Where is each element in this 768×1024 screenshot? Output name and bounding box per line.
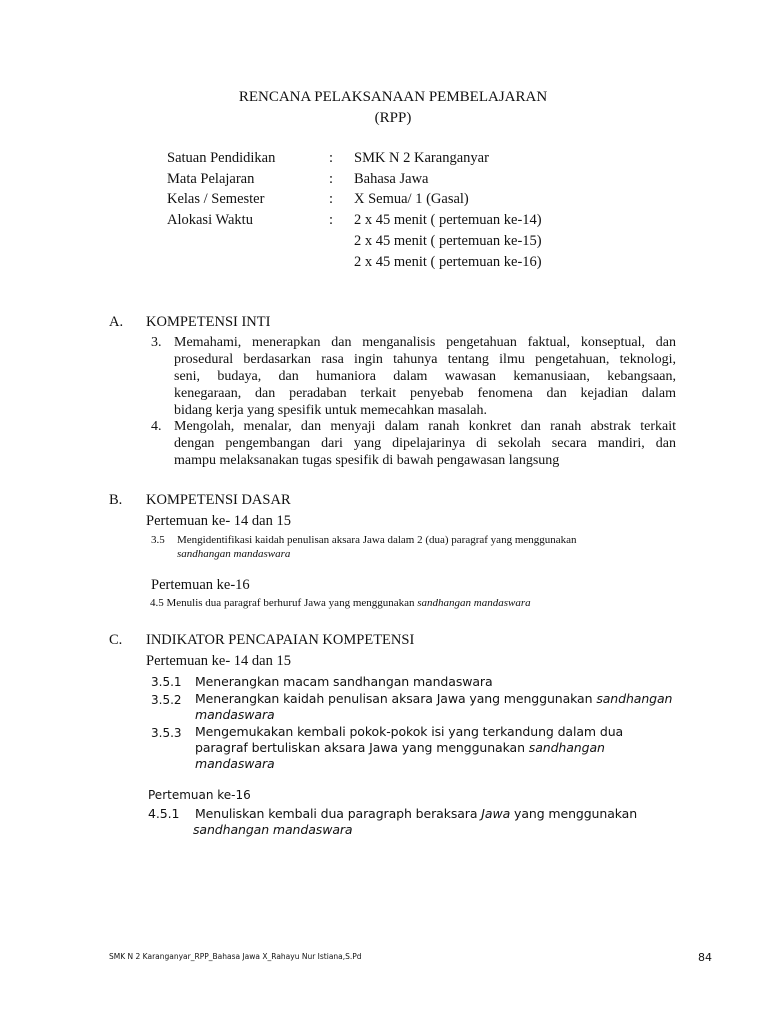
section-c-letter: C. <box>109 632 123 648</box>
identity-sep: : <box>329 191 334 207</box>
indicator-text-italic <box>195 756 275 771</box>
ki-item-3-line: prosedural berdasarkan rasa ingin tahunya tentang ilmu pengetahuan, teknologi, <box>174 352 676 367</box>
meeting-label: Pertemuan ke-16 <box>151 577 250 593</box>
indicator-italic-term: sandhangan <box>528 740 605 755</box>
ki-item-number: 4. <box>151 419 162 434</box>
meeting-label: Pertemuan ke-16 <box>148 788 251 802</box>
ki-item-4-line: Mengolah, menalar, dan menyaji dalam ranah konkret dan ranah abstrak terkait <box>174 419 676 434</box>
identity-value: 2 x 45 menit ( pertemuan ke-14) <box>354 212 542 228</box>
ki-item-3-line: kenegaraan, dan peradaban terkait penyebab fenomena dan kejadian dalam <box>174 386 676 401</box>
kd-text-italic <box>177 548 290 560</box>
identity-label: Mata Pelajaran <box>167 171 255 187</box>
section-a-letter: A. <box>109 314 124 330</box>
identity-sep: : <box>329 171 334 187</box>
ki-item-4-line: dengan pengembangan dari yang dipelajarinya di sekolah secara mandiri, dan <box>174 436 676 451</box>
kd-45-text: 4.5 Menulis dua paragraf berhuruf Jawa yang menggunakan <box>150 597 415 609</box>
meeting-label: Pertemuan ke- 14 dan 15 <box>146 513 291 529</box>
meeting-label: Pertemuan ke- 14 dan 15 <box>146 653 291 669</box>
ki-item-number: 3. <box>151 335 162 350</box>
indicator-text <box>195 806 637 821</box>
page-number: 84 <box>698 951 712 964</box>
indicator-italic-term: mandaswara <box>195 756 275 771</box>
indicator-352-text: Menerangkan kaidah penulisan aksara Jawa yang menggunakan <box>195 691 593 706</box>
indicator-text: Menerangkan macam sandhangan mandaswara <box>195 674 493 689</box>
ki-item-3-line: bidang kerja yang spesifik untuk memecahkan masalah. <box>174 403 487 418</box>
kd-italic-term: sandhangan mandaswara <box>177 548 291 560</box>
identity-label: Kelas / Semester <box>167 191 265 207</box>
indicator-number: 3.5.3 <box>151 726 182 740</box>
indicator-number: 4.5.1 <box>148 806 180 821</box>
indicator-text <box>195 740 605 755</box>
kd-text: Mengidentifikasi kaidah penulisan aksara Jawa dalam 2 (dua) paragraf yang menggunakan <box>177 534 577 546</box>
indicator-italic-term: sandhangan <box>596 691 673 706</box>
ki-item-3-line: Memahami, menerapkan dan menganalisis pengetahuan faktual, konseptual, dan <box>174 335 676 350</box>
identity-label: Satuan Pendidikan <box>167 150 276 166</box>
indicator-353-text: paragraf bertuliskan aksara Jawa yang menggunakan <box>195 740 525 755</box>
identity-value-extra: 2 x 45 menit ( pertemuan ke-15) <box>354 233 542 249</box>
indicator-number: 3.5.2 <box>151 693 182 707</box>
indicator-text: Mengemukakan kembali pokok-pokok isi yang terkandung dalam dua <box>195 724 624 739</box>
identity-sep: : <box>329 150 334 166</box>
indicator-italic-term: Jawa <box>481 806 511 821</box>
indicator-text-italic <box>193 822 352 837</box>
ki-item-4-line: mampu melaksanakan tugas spesifik di bawah pengawasan langsung <box>174 453 560 468</box>
identity-value: Bahasa Jawa <box>354 171 429 187</box>
indicator-451-text-b: yang menggunakan <box>514 806 638 821</box>
section-a-heading: KOMPETENSI INTI <box>146 314 271 330</box>
kd-text <box>150 597 531 609</box>
document-subtitle: (RPP) <box>374 110 412 126</box>
document-title: RENCANA PELAKSANAAN PEMBELAJARAN <box>238 89 548 105</box>
section-c-heading: INDIKATOR PENCAPAIAN KOMPETENSI <box>146 632 415 648</box>
page-footer: SMK N 2 Karanganyar_RPP_Bahasa Jawa X_Rahayu Nur Istiana,S.Pd <box>109 952 362 961</box>
indicator-text <box>195 691 672 706</box>
indicator-451-text-a: Menuliskan kembali dua paragraph beraksara <box>195 806 478 821</box>
identity-value: X Semua/ 1 (Gasal) <box>354 191 469 207</box>
indicator-number: 3.5.1 <box>151 675 182 689</box>
identity-sep: : <box>329 212 334 228</box>
section-b-letter: B. <box>109 492 123 508</box>
identity-value: SMK N 2 Karanganyar <box>354 150 489 166</box>
identity-value-extra: 2 x 45 menit ( pertemuan ke-16) <box>354 254 542 270</box>
indicator-italic-term: sandhangan mandaswara <box>193 822 353 837</box>
kd-italic-term: sandhangan mandaswara <box>417 597 531 609</box>
indicator-italic-term: mandaswara <box>195 707 275 722</box>
section-b-heading: KOMPETENSI DASAR <box>146 492 291 508</box>
ki-item-3-line: seni, budaya, dan humaniora dalam wawasan kemanusiaan, kebangsaan, <box>174 369 676 384</box>
identity-label: Alokasi Waktu <box>167 212 253 228</box>
kd-number: 3.5 <box>151 534 165 546</box>
indicator-text-italic <box>195 707 275 722</box>
